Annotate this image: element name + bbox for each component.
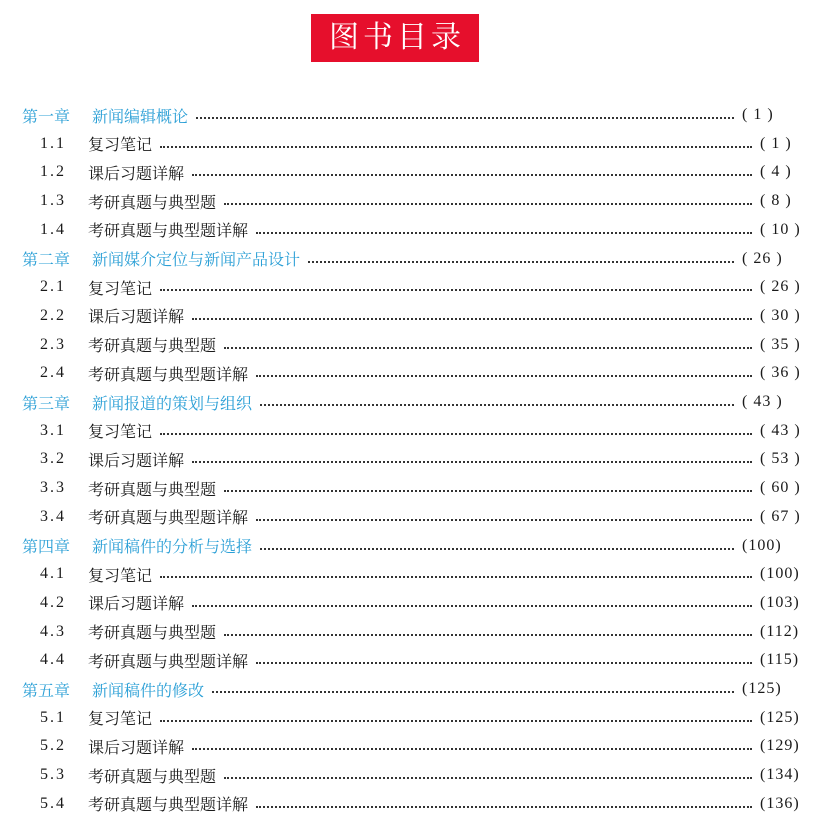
section-title: 课后习题详解 — [88, 594, 185, 614]
chapter-number: 第三章 — [22, 393, 71, 413]
section-title: 复习笔记 — [88, 709, 153, 729]
section-number: 5.2 — [40, 737, 66, 755]
page-number: ( 8 ) — [760, 192, 792, 210]
page-number: (112) — [760, 622, 800, 640]
section-number: 5.1 — [40, 708, 66, 726]
page-number: (103) — [760, 593, 800, 611]
section-title: 考研真题与典型题详解 — [88, 795, 249, 815]
page-number: ( 26 ) — [742, 249, 783, 267]
toc-section-row[interactable] — [0, 618, 830, 646]
toc-section-row[interactable] — [0, 704, 830, 732]
toc-chapter-row[interactable] — [0, 388, 812, 416]
toc-section-row[interactable] — [0, 216, 830, 244]
toc-section-row[interactable] — [0, 331, 830, 359]
section-title: 课后习题详解 — [88, 737, 185, 757]
dot-leader — [256, 232, 752, 234]
dot-leader — [192, 748, 752, 750]
chapter-title: 新闻媒介定位与新闻产品设计 — [92, 250, 301, 269]
section-title: 考研真题与典型题 — [88, 336, 217, 356]
page-number: (100) — [742, 536, 782, 554]
dot-leader — [160, 720, 752, 722]
dot-leader — [160, 576, 752, 578]
section-title: 考研真题与典型题 — [88, 479, 217, 499]
page-number: ( 1 ) — [760, 134, 792, 152]
page-number: (136) — [760, 794, 800, 812]
chapter-title: 新闻报道的策划与组织 — [92, 393, 253, 413]
page-number: (115) — [760, 651, 800, 669]
toc-section-row[interactable] — [0, 445, 830, 473]
dot-leader — [308, 261, 734, 263]
toc-section-row[interactable] — [0, 790, 830, 818]
section-title: 复习笔记 — [88, 565, 153, 585]
toc-section-row[interactable] — [0, 589, 830, 617]
toc-section-row[interactable] — [0, 732, 830, 760]
page-title: 图书目录 — [311, 14, 479, 62]
section-number: 1.4 — [40, 220, 66, 238]
section-number: 2.2 — [40, 306, 66, 324]
section-title: 课后习题详解 — [88, 163, 185, 183]
toc-section-row[interactable] — [0, 359, 830, 387]
section-title: 课后习题详解 — [88, 450, 185, 470]
section-title: 考研真题与典型题 — [88, 623, 217, 643]
dot-leader — [256, 519, 752, 521]
section-number: 3.4 — [40, 507, 66, 525]
section-title: 考研真题与典型题 — [88, 192, 217, 212]
dot-leader — [192, 461, 752, 463]
page-number: ( 53 ) — [760, 450, 801, 468]
toc-chapter-row[interactable] — [0, 101, 812, 129]
toc-section-row[interactable] — [0, 273, 830, 301]
dot-leader — [256, 375, 752, 377]
dot-leader — [192, 318, 752, 320]
dot-leader — [160, 433, 752, 435]
dot-leader — [160, 146, 752, 148]
section-number: 2.3 — [40, 335, 66, 353]
title-banner — [0, 14, 790, 62]
dot-leader — [256, 806, 752, 808]
section-number: 4.3 — [40, 622, 66, 640]
dot-leader — [196, 117, 734, 119]
page-number: (129) — [760, 737, 800, 755]
chapter-number: 第五章 — [22, 680, 71, 700]
section-number: 3.2 — [40, 450, 66, 468]
toc-section-row[interactable] — [0, 474, 830, 502]
section-title: 复习笔记 — [88, 422, 153, 442]
chapter-title: 新闻稿件的分析与选择 — [92, 537, 253, 556]
page-number: (134) — [760, 766, 800, 784]
section-number: 3.3 — [40, 479, 66, 497]
section-number: 1.2 — [40, 163, 66, 181]
page-number: ( 60 ) — [760, 479, 801, 497]
dot-leader — [192, 174, 752, 176]
section-title: 课后习题详解 — [88, 307, 185, 327]
section-number: 4.4 — [40, 651, 66, 669]
dot-leader — [224, 490, 752, 492]
dot-leader — [260, 404, 734, 406]
page-number: ( 30 ) — [760, 306, 801, 324]
section-title: 考研真题与典型题详解 — [88, 651, 249, 671]
dot-leader — [256, 662, 752, 664]
dot-leader — [192, 605, 752, 607]
section-number: 1.1 — [40, 134, 66, 152]
section-number: 3.1 — [40, 421, 66, 439]
page-number: ( 36 ) — [760, 364, 801, 382]
dot-leader — [224, 777, 752, 779]
section-number: 4.2 — [40, 593, 66, 611]
section-title: 考研真题与典型题 — [88, 766, 217, 786]
toc-section-row[interactable] — [0, 302, 830, 330]
page-number: (100) — [760, 565, 800, 583]
section-title: 考研真题与典型题详解 — [88, 508, 249, 528]
section-number: 4.1 — [40, 565, 66, 583]
chapter-number: 第二章 — [22, 250, 71, 269]
page-number: ( 10 ) — [760, 220, 801, 238]
page-number: ( 43 ) — [742, 393, 783, 410]
dot-leader — [212, 691, 734, 693]
section-number: 5.3 — [40, 766, 66, 784]
page-number: (125) — [742, 680, 782, 697]
page-number: ( 4 ) — [760, 163, 792, 181]
section-number: 5.4 — [40, 794, 66, 812]
page-number: ( 67 ) — [760, 507, 801, 525]
dot-leader — [224, 203, 752, 205]
chapter-title: 新闻稿件的修改 — [92, 680, 205, 700]
toc-section-row[interactable] — [0, 187, 830, 215]
section-title: 复习笔记 — [88, 278, 153, 298]
section-title: 复习笔记 — [88, 135, 153, 155]
dot-leader — [224, 634, 752, 636]
toc-section-row[interactable] — [0, 417, 830, 445]
chapter-number: 第四章 — [22, 537, 71, 556]
toc-section-row[interactable] — [0, 503, 830, 531]
toc-section-row[interactable] — [0, 130, 830, 158]
page-number: ( 35 ) — [760, 335, 801, 353]
dot-leader — [160, 289, 752, 291]
section-number: 2.4 — [40, 364, 66, 382]
toc-section-row[interactable] — [0, 646, 830, 674]
toc-chapter-row[interactable] — [0, 532, 812, 560]
toc-section-row[interactable] — [0, 761, 830, 789]
page-number: ( 26 ) — [760, 278, 801, 296]
section-number: 2.1 — [40, 278, 66, 296]
section-title: 考研真题与典型题详解 — [88, 364, 249, 384]
toc-section-row[interactable] — [0, 158, 830, 186]
page-number: (125) — [760, 708, 800, 726]
dot-leader — [260, 548, 734, 550]
toc-chapter-row[interactable] — [0, 245, 812, 273]
chapter-title: 新闻编辑概论 — [92, 106, 189, 126]
page-number: ( 43 ) — [760, 421, 801, 439]
section-title: 考研真题与典型题详解 — [88, 221, 249, 241]
section-number: 1.3 — [40, 192, 66, 210]
page-number: ( 1 ) — [742, 106, 774, 123]
chapter-number: 第一章 — [22, 106, 71, 126]
toc-chapter-row[interactable] — [0, 675, 812, 703]
dot-leader — [224, 347, 752, 349]
toc-section-row[interactable] — [0, 560, 830, 588]
